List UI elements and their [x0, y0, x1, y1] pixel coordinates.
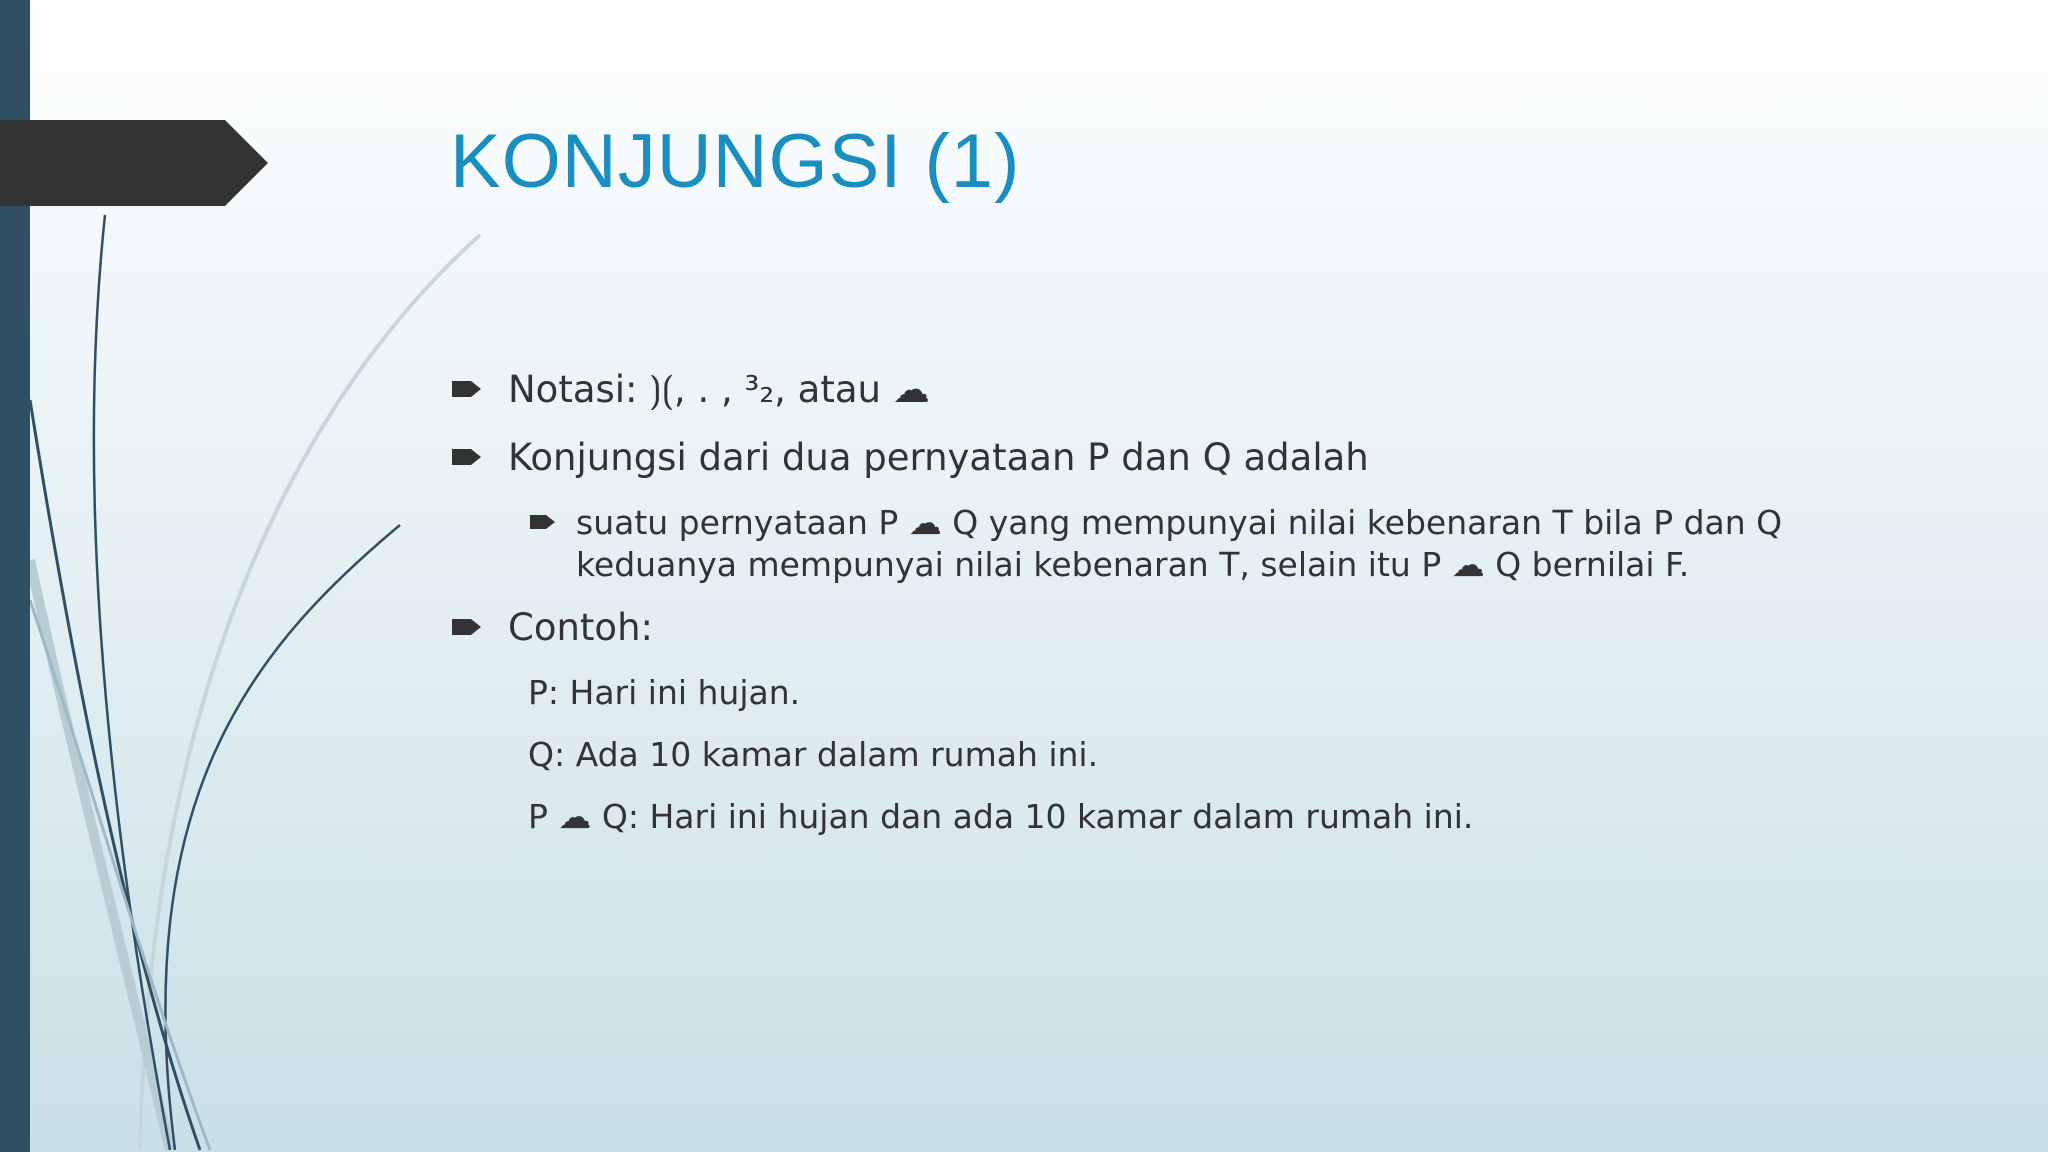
bullet-text: Notasi: ⟯⟮, . , ³₂, atau ☁ — [508, 368, 930, 411]
example-text: P ☁ Q: Hari ini hujan dan ada 10 kamar dalam rumah ini. — [528, 797, 1474, 836]
right-arrow-bullet-icon — [528, 514, 556, 530]
example-text: Q: Ada 10 kamar dalam rumah ini. — [528, 735, 1099, 774]
sub-bullet-text: suatu pernyataan P ☁ Q yang mempunyai nilai kebenaran T bila P dan Q keduanya mempunyai nilai kebenaran T, selain itu P ☁ Q bernilai F. — [576, 503, 1783, 584]
title-tab-arrow — [0, 120, 270, 206]
bullet-text: Contoh: — [508, 606, 653, 649]
right-arrow-bullet-icon — [450, 380, 482, 398]
right-arrow-bullet-icon — [450, 618, 482, 636]
example-text: P: Hari ini hujan. — [528, 673, 801, 712]
bullet-text: Konjungsi dari dua pernyataan P dan Q adalah — [508, 436, 1369, 479]
slide-title: KONJUNGSI (1) — [450, 119, 1021, 204]
right-arrow-bullet-icon — [450, 448, 482, 466]
